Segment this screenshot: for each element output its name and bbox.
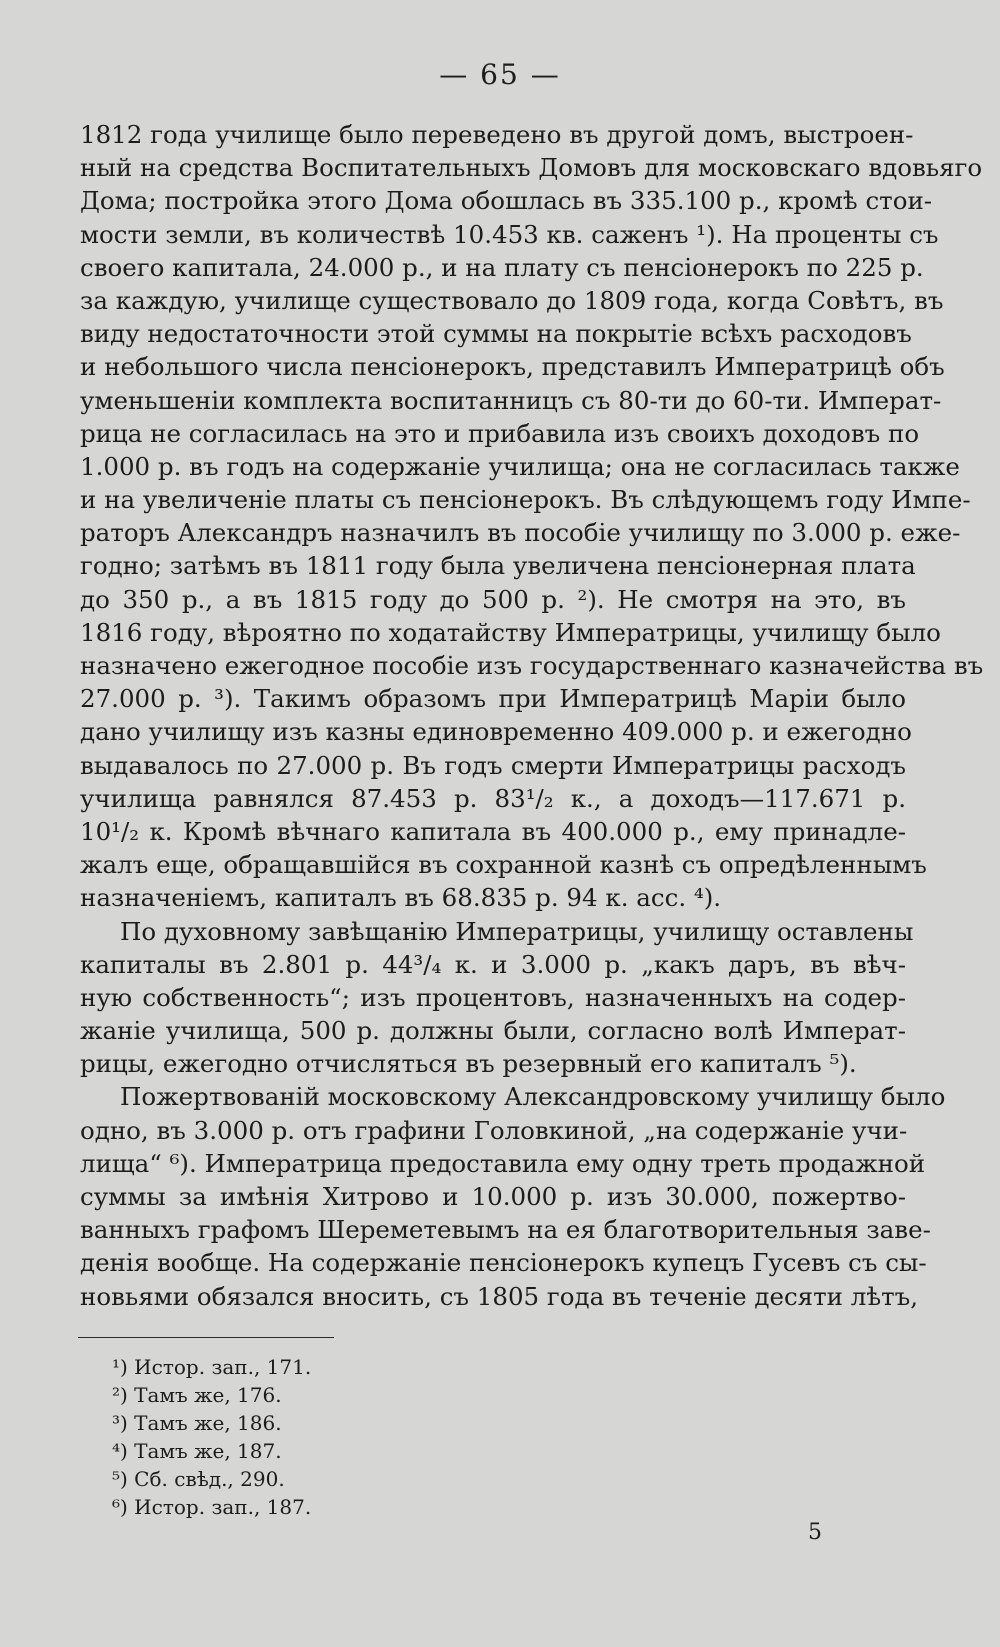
text-line: 1816 году, вѣроятно по ходатайству Императрицы, училищу было <box>80 617 941 647</box>
text-line: одно, въ 3.000 р. отъ графини Головкиной, „на содержаніе учи- <box>80 1115 908 1145</box>
text-line: жаніе училища, 500 р. должны были, согласно волѣ Императ- <box>80 1016 906 1046</box>
text-line: и на увеличеніе платы съ пенсіонерокъ. Въ слѣдующемъ году Импе- <box>80 485 971 515</box>
text-line: ную собственность“; изъ процентовъ, назначенныхъ на содер- <box>80 982 906 1012</box>
main-text <box>80 118 984 1313</box>
text-line: 10¹/₂ к. Кромѣ вѣчнаго капитала въ 400.000 р., ему принадле- <box>80 816 906 846</box>
text-line: своего капитала, 24.000 р., и на плату съ пенсіонерокъ по 225 р. <box>80 252 924 282</box>
text-line: рицы, ежегодно отчисляться въ резервный его капиталъ ⁵). <box>80 1049 857 1079</box>
text-line: Дома; постройка этого Дома обошлась въ 335.100 р., кромѣ стои- <box>80 186 933 216</box>
footnotes <box>112 1353 311 1521</box>
text-line: жалъ еще, обращавшійся въ сохранной казнѣ съ опредѣленнымъ <box>80 850 927 880</box>
text-line: 27.000 р. ³). Такимъ образомъ при Императрицѣ Маріи было <box>80 684 906 714</box>
text-line: годно; затѣмъ въ 1811 году была увеличена пенсіонерная плата <box>80 551 916 581</box>
text-line: мости земли, въ количествѣ 10.453 кв. саженъ ¹). На проценты съ <box>80 219 939 249</box>
footnote: ³) Тамъ же, 186. <box>112 1411 282 1435</box>
page-number-header: — 65 — <box>439 58 561 91</box>
footnote: ²) Тамъ же, 176. <box>112 1383 282 1407</box>
text-line: и небольшого числа пенсіонерокъ, представилъ Императрицѣ объ <box>80 352 945 382</box>
footnote: ⁶) Истор. зап., 187. <box>112 1495 312 1519</box>
footnote: ⁵) Сб. свѣд., 290. <box>112 1467 285 1491</box>
text-line: По духовному завѣщанію Императрицы, училищу оставлены <box>120 916 914 946</box>
footnote: ⁴) Тамъ же, 187. <box>112 1439 282 1463</box>
text-line: лища“ ⁶). Императрица предоставила ему одну треть продажной <box>80 1148 926 1178</box>
text-line: назначено ежегодное пособіе изъ государственнаго казначейства въ <box>80 651 984 680</box>
footnote-divider <box>78 1337 334 1338</box>
text-line: уменьшеніи комплекта воспитанницъ съ 80-ти до 60-ти. Императ- <box>80 385 942 415</box>
text-line: новьями обязался вносить, съ 1805 года въ теченіе десяти лѣтъ, <box>80 1281 919 1311</box>
signature-mark: 5 <box>808 1520 822 1545</box>
text-line: суммы за имѣнія Хитрово и 10.000 р. изъ 30.000, пожертво- <box>80 1182 906 1211</box>
text-line: капиталы въ 2.801 р. 44³/₄ к. и 3.000 р. „какъ даръ, въ вѣч- <box>80 949 906 979</box>
text-line: дано училищу изъ казны единовременно 409.000 р. и ежегодно <box>80 717 912 747</box>
text-line: за каждую, училище существовало до 1809 года, когда Совѣтъ, въ <box>80 285 944 315</box>
text-line: 1.000 р. въ годъ на содержаніе училища; она не согласилась также <box>80 451 960 481</box>
text-line: виду недостаточности этой суммы на покрытіе всѣхъ расходовъ <box>80 319 912 349</box>
text-line: ный на средства Воспитательныхъ Домовъ для московскаго вдовьяго <box>80 153 983 183</box>
text-line: рица не согласилась на это и прибавила изъ своихъ доходовъ по <box>80 418 920 448</box>
text-line: 1812 года училище было переведено въ другой домъ, выстроен- <box>80 120 914 149</box>
footnote: ¹) Истор. зап., 171. <box>112 1355 312 1379</box>
text-line: назначеніемъ, капиталъ въ 68.835 р. 94 к. асс. ⁴). <box>80 883 722 913</box>
text-line: ванныхъ графомъ Шереметевымъ на ея благотворительныя заве- <box>80 1215 931 1245</box>
text-line: раторъ Александръ назначилъ въ пособіе училищу по 3.000 р. еже- <box>80 518 961 548</box>
text-line: выдавалось по 27.000 р. Въ годъ смерти Императрицы расходъ <box>80 750 906 780</box>
text-line: Пожертвованій московскому Александровскому училищу было <box>120 1082 946 1112</box>
text-line: денія вообще. На содержаніе пенсіонерокъ купецъ Гусевъ съ сы- <box>80 1248 927 1278</box>
text-line: училища равнялся 87.453 р. 83¹/₂ к., а доходъ—117.671 р. <box>80 783 906 813</box>
text-line: до 350 р., а въ 1815 году до 500 р. ²). Не смотря на это, въ <box>80 584 906 614</box>
